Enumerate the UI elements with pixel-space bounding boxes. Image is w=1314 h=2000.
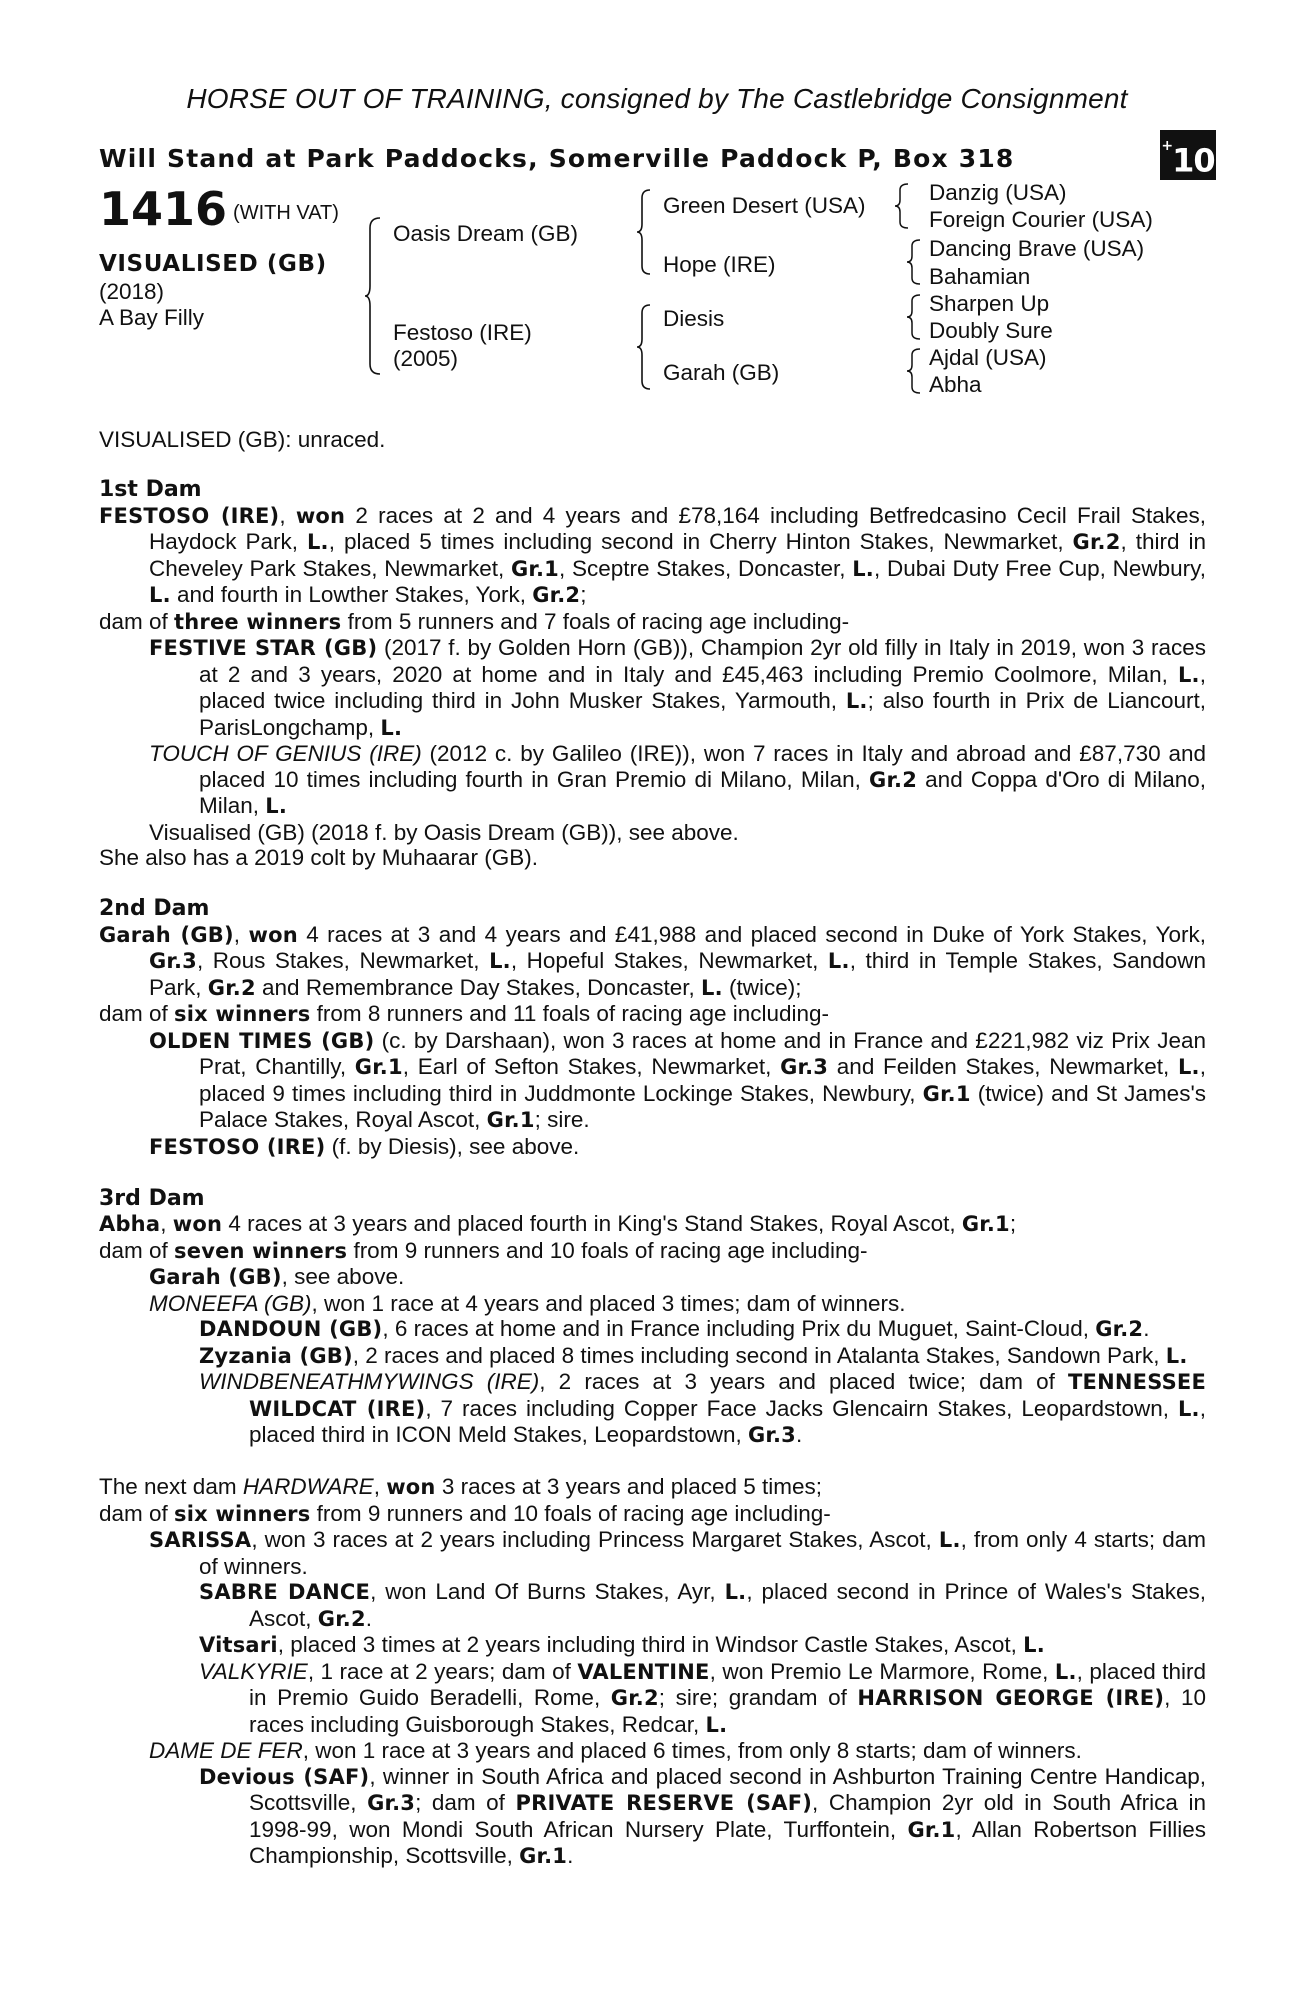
- spacer: [99, 1449, 1206, 1475]
- pedigree-brace-g3-1: [894, 182, 910, 230]
- pedigree-dam-dam: Garah (GB): [663, 360, 780, 385]
- pedigree-paragraph: Visualised (GB) (2018 f. by Oasis Dream (GB)), see above.: [149, 819, 739, 845]
- pedigree-brace-main: [364, 216, 382, 376]
- pedigree-paragraph: OLDEN TIMES (GB) (c. by Darshaan), won 3 races at home and in France and £221,982 viz Prix Jean Prat, Chantilly, Gr.1, Earl of Sefton Stakes, Newmarket, Gr.3 and Feilden Stakes, Newmarket, L., placed 9 times including third in Juddmonte Lockinge Stakes, Newbury, Gr.1 (twice) and St James's Palace Stakes, Royal Ascot, Gr.1; sire.: [149, 1027, 1206, 1132]
- pedigree-g3-3: Dancing Brave (USA): [929, 236, 1145, 261]
- pedigree-paragraph: SARISSA, won 3 races at 2 years including Princess Margaret Stakes, Ascot, L., from only 4 starts; dam of winners.: [149, 1527, 1206, 1579]
- pedigree-paragraph: FESTOSO (IRE), won 2 races at 2 and 4 years and £78,164 including Betfredcasino Cecil Frail Stakes, Haydock Park, L., placed 5 times including second in Cherry Hinton Stakes, Newmarket, Gr.2, third in Cheveley Park Stakes, Newmarket, Gr.1, Sceptre Stakes, Doncaster, L., Dubai Duty Free Cup, Newbury, L. and fourth in Lowther Stakes, York, Gr.2;: [99, 502, 1206, 607]
- pedigree-paragraph: dam of three winners from 5 runners and 7 foals of racing age including-: [99, 608, 850, 634]
- pedigree-sire-sire: Green Desert (USA): [663, 193, 866, 218]
- pedigree-paragraph: dam of six winners from 9 runners and 10 foals of racing age including-: [99, 1500, 831, 1526]
- section-heading: 3rd Dam: [99, 1185, 205, 1211]
- lot-number-line: [99, 184, 339, 238]
- pedigree-paragraph: Garah (GB), see above.: [149, 1264, 405, 1289]
- pedigree-g3-1: Danzig (USA): [929, 180, 1067, 205]
- pedigree-paragraph: The next dam HARDWARE, won 3 races at 3 years and placed 5 times;: [99, 1474, 823, 1499]
- pedigree-g3-6: Doubly Sure: [929, 318, 1053, 343]
- pedigree-g3-4: Bahamian: [929, 264, 1031, 289]
- pedigree-brace-dam: [636, 303, 652, 391]
- consignment-heading: HORSE OUT OF TRAINING, consigned by The Castlebridge Consignment: [186, 83, 1128, 114]
- pedigree-dam: Festoso (IRE): [393, 320, 532, 345]
- pedigree-sire: Oasis Dream (GB): [393, 221, 579, 246]
- pedigree-paragraph: dam of six winners from 8 runners and 11 foals of racing age including-: [99, 1001, 830, 1026]
- pedigree-brace-g3-3: [906, 293, 922, 341]
- plus-icon: +: [1161, 138, 1173, 154]
- pedigree-paragraph: WINDBENEATHMYWINGS (IRE), 2 races at 3 years and placed twice; dam of TENNESSEE WILDCAT (IRE), 7 races including Copper Face Jacks Glencairn Stakes, Leopardstown, L., placed third in ICON Meld Stakes, Leopardstown, Gr.3.: [199, 1369, 1206, 1447]
- pedigree-paragraph: VALKYRIE, 1 race at 2 years; dam of VALENTINE, won Premio Le Marmore, Rome, L., placed third in Premio Guido Beradelli, Rome, Gr.2; sire; grandam of HARRISON GEORGE (IRE), 10 races including Guisborough Stakes, Redcar, L.: [199, 1658, 1206, 1737]
- pedigree-sire-dam: Hope (IRE): [663, 252, 776, 277]
- pedigree-paragraph: TOUCH OF GENIUS (IRE) (2012 c. by Galileo (IRE)), won 7 races in Italy and abroad and £87,730 and placed 10 times including fourth in Gran Premio di Milano, Milan, Gr.2 and Coppa d'Oro di Milano, Milan, L.: [149, 741, 1206, 818]
- pedigree-paragraph: Devious (SAF), winner in South Africa and placed second in Ashburton Training Centre Handicap, Scottsville, Gr.3; dam of PRIVATE RESERVE (SAF), Champion 2yr old in South Africa in 1998-99, won Mondi South African Nursery Plate, Turffontein, Gr.1, Allan Robertson Fillies Championship, Scottsville, Gr.1.: [199, 1763, 1207, 1868]
- pedigree-brace-sire: [636, 188, 652, 276]
- spacer: [99, 1160, 1206, 1186]
- badge-number: 10: [1172, 141, 1215, 180]
- stand-location: Will Stand at Park Paddocks, Somerville Paddock P, Box 318: [99, 144, 1015, 173]
- pedigree-dam-sire: Diesis: [663, 306, 725, 331]
- pedigree-g3-7: Ajdal (USA): [929, 345, 1047, 370]
- pedigree-g3-8: Abha: [929, 372, 982, 397]
- race-record-note: VISUALISED (GB): unraced.: [99, 427, 386, 452]
- pedigree-paragraph: SABRE DANCE, won Land Of Burns Stakes, Ayr, L., placed second in Prince of Wales's Stakes, Ascot, Gr.2.: [199, 1579, 1206, 1631]
- lot-number: 1416: [99, 182, 228, 236]
- section-heading: 1st Dam: [99, 477, 202, 502]
- vat-note: (WITH VAT): [233, 201, 339, 224]
- pedigree-paragraph: Abha, won 4 races at 3 years and placed fourth in King's Stand Stakes, Royal Ascot, Gr.1;: [99, 1211, 1017, 1236]
- pedigree-brace-g3-2: [906, 238, 922, 286]
- lot-badge: [1160, 130, 1216, 180]
- section-heading: 2nd Dam: [99, 896, 210, 921]
- pedigree-brace-g3-4: [906, 347, 922, 395]
- horse-year: (2018): [99, 279, 165, 304]
- horse-description: A Bay Filly: [99, 305, 205, 330]
- horse-name: VISUALISED (GB): [99, 251, 327, 277]
- pedigree-paragraph: FESTIVE STAR (GB) (2017 f. by Golden Horn (GB)), Champion 2yr old filly in Italy in 2019, won 3 races at 2 and 3 years, 2020 at home and in Italy and £45,463 including Premio Coolmore, Milan, L., placed twice including third in John Musker Stakes, Yarmouth, L.; also fourth in Prix de Liancourt, ParisLongchamp, L.: [149, 635, 1207, 740]
- pedigree-paragraph: FESTOSO (IRE) (f. by Diesis), see above.: [149, 1133, 580, 1159]
- pedigree-dam-year: (2005): [393, 346, 459, 371]
- pedigree-paragraph: She also has a 2019 colt by Muhaarar (GB).: [99, 845, 538, 870]
- pedigree-paragraph: Vitsari, placed 3 times at 2 years including third in Windsor Castle Stakes, Ascot, L.: [199, 1632, 1045, 1657]
- pedigree-paragraph: Zyzania (GB), 2 races and placed 8 times including second in Atalanta Stakes, Sandown Park, L.: [199, 1342, 1188, 1368]
- pedigree-paragraph: Garah (GB), won 4 races at 3 and 4 years and £41,988 and placed second in Duke of York Stakes, York, Gr.3, Rous Stakes, Newmarket, L., Hopeful Stakes, Newmarket, L., third in Temple Stakes, Sandown Park, Gr.2 and Remembrance Day Stakes, Doncaster, L. (twice);: [99, 921, 1206, 1000]
- pedigree-paragraph: MONEEFA (GB), won 1 race at 4 years and placed 3 times; dam of winners.: [149, 1290, 906, 1316]
- pedigree-paragraph: DAME DE FER, won 1 race at 3 years and placed 6 times, from only 8 starts; dam of winners.: [149, 1738, 1082, 1763]
- pedigree-paragraph: dam of seven winners from 9 runners and 10 foals of racing age including-: [99, 1237, 868, 1263]
- spacer: [99, 871, 1206, 897]
- pedigree-g3-2: Foreign Courier (USA): [929, 207, 1153, 232]
- pedigree-paragraph: DANDOUN (GB), 6 races at home and in France including Prix du Muguet, Saint-Cloud, Gr.2.: [199, 1316, 1150, 1341]
- produce-record: [99, 477, 1206, 1870]
- pedigree-g3-5: Sharpen Up: [929, 291, 1050, 316]
